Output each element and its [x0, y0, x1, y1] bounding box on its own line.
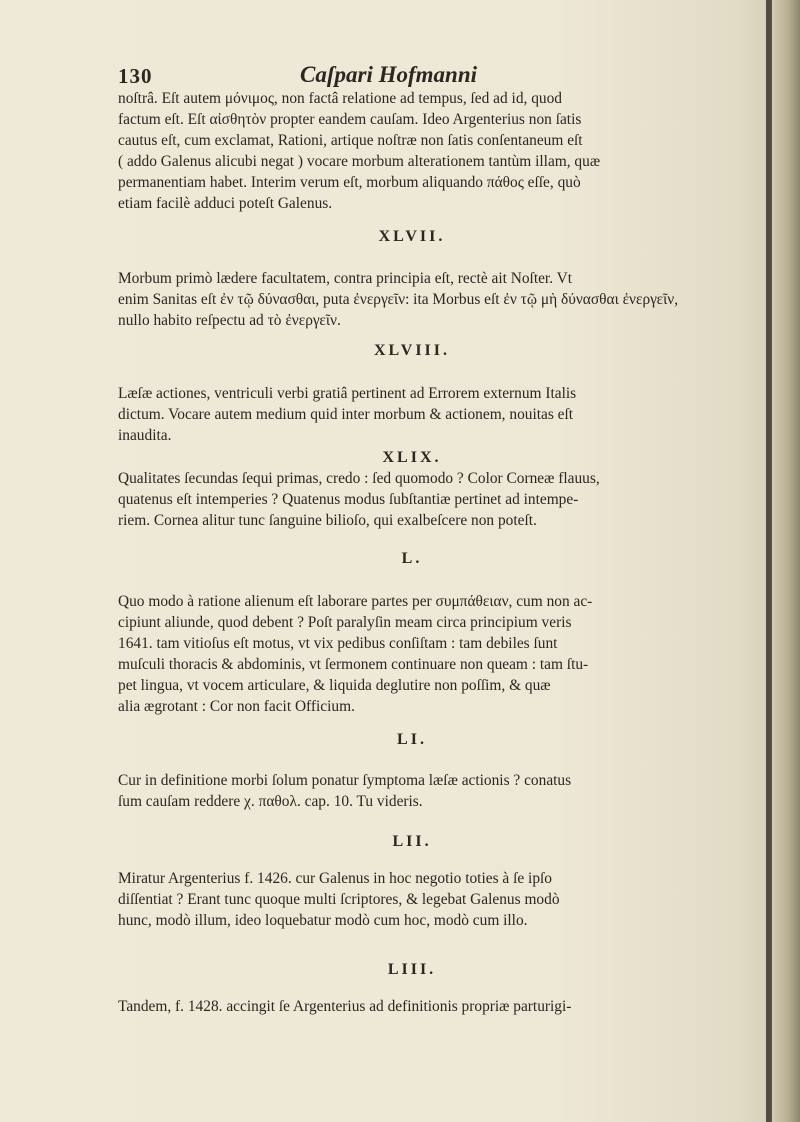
section-heading: XLVII.: [378, 228, 446, 245]
text-line: Quo modo à ratione alienum eſt laborare partes per συμπάθειαν, cum non ac-: [118, 593, 593, 610]
text-line: hunc, modò illum, ideo loquebatur modò cum hoc, modò cum illo.: [118, 912, 528, 929]
text-line: noſtrâ. Eſt autem μόνιμος, non factâ relatione ad tempus, ſed ad id, quod: [118, 90, 562, 107]
text-line: Morbum primò lædere facultatem, contra principia eſt, rectè ait Noſter. Vt: [118, 270, 573, 287]
text-line: cipiunt aliunde, quod debent ? Poſt paralyſin meam circa principium veris: [118, 614, 572, 631]
text-line: quatenus eſt intemperies ? Quatenus modus ſubſtantiæ pertinet ad intempe-: [118, 491, 579, 508]
page-header: [118, 62, 758, 88]
text-line: Cur in definitione morbi ſolum ponatur ſymptoma læſæ actionis ? conatus: [118, 772, 572, 789]
text-line: Tandem, f. 1428. accingit ſe Argenterius ad definitionis propriæ parturigi-: [118, 998, 572, 1015]
text-line: Miratur Argenterius f. 1426. cur Galenus in hoc negotio toties à ſe ipſo: [118, 870, 552, 887]
text-line: enim Sanitas eſt ἐν τῷ δύνασθαι, puta ἐνεργεῖν: ita Morbus eſt ἐν τῷ μὴ δύνασθαι ἐνεργεῖν,: [118, 291, 679, 308]
section-heading: LI.: [397, 731, 427, 748]
text-line: permanentiam habet. Interim verum eſt, morbum aliquando πάθος eſſe, quò: [118, 174, 581, 191]
text-line: dictum. Vocare autem medium quid inter morbum & actionem, nouitas eſt: [118, 406, 574, 423]
section-heading: LIII.: [387, 961, 437, 978]
section-heading: LII.: [392, 833, 432, 850]
running-title: Caſpari Hofmanni: [300, 62, 478, 87]
text-line: Qualitates ſecundas ſequi primas, credo : ſed quomodo ? Color Corneæ flauus,: [118, 470, 600, 487]
text-line: cautus eſt, cum exclamat, Rationi, artique noſtræ non ſatis conſentaneum eſt: [118, 132, 583, 149]
section-heading: XLVIII.: [374, 342, 450, 359]
text-line: nullo habito reſpectu ad τὸ ἐνεργεῖν.: [118, 312, 341, 329]
text-line: muſculi thoracis & abdominis, vt ſermonem continuare non queam : tam ſtu-: [118, 656, 589, 673]
text-line: inaudita.: [118, 427, 172, 444]
text-line: ſum cauſam reddere χ. παθολ. cap. 10. Tu videris.: [118, 793, 423, 810]
text-line: etiam facilè adduci poteſt Galenus.: [118, 195, 333, 212]
text-line: Læſæ actiones, ventriculi verbi gratiâ pertinent ad Errorem externum Italis: [118, 385, 577, 402]
text-line: diſſentiat ? Erant tunc quoque multi ſcriptores, & legebat Galenus modò: [118, 891, 560, 908]
section-heading: L.: [401, 550, 423, 567]
text-line: 1641. tam vitioſus eſt motus, vt vix pedibus conſiſtam : tam debiles ſunt: [118, 635, 558, 652]
section-heading: XLIX.: [382, 449, 442, 466]
text-line: riem. Cornea alitur tunc ſanguine bilioſo, qui exalbeſcere non poteſt.: [118, 512, 537, 529]
text-line: factum eſt. Eſt αἰσθητὸν propter eandem cauſam. Ideo Argenterius non ſatis: [118, 111, 582, 128]
text-line: pet lingua, vt vocem articulare, & liquida deglutire non poſſim, & quæ: [118, 677, 551, 694]
text-line: ( addo Galenus alicubi negat ) vocare morbum alterationem tantùm illam, quæ: [118, 153, 601, 170]
text-line: alia ægrotant : Cor non facit Officium.: [118, 698, 355, 715]
page-number: 130: [118, 64, 153, 88]
page-edge-shadow: [770, 0, 800, 1122]
